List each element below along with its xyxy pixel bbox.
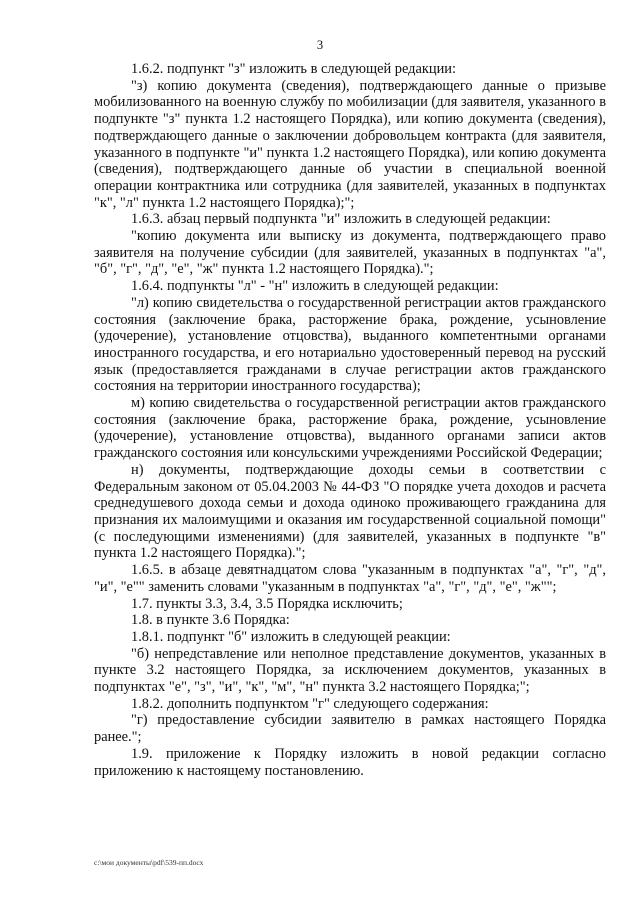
- page-number: 3: [316, 38, 324, 52]
- paragraph-subitem-z: "з) копию документа (сведения), подтверждающего данные о призыве мобилизованного на военную службу по мобилизации (для заявителя, указанного в подпункте "з" пункта 1.2 настоящего Порядка), или копию документа (сведения), подтверждающего данные о заключении добровольцем контракта (для заявителя, указанного в подпункте "и" пункта 1.2 настоящего Порядка), или копию документа (сведения), подтверждающего данные об участии в специальной военной операции контрактника или сотрудника (для заявителей, указанных в подпунктах "к", "л" пункта 1.2 настоящего Порядка);";: [94, 77, 606, 211]
- paragraph-1-7: 1.7. пункты 3.3, 3.4, 3.5 Порядка исключить;: [131, 595, 403, 612]
- paragraph-subitem-i: "копию документа или выписку из документа, подтверждающего право заявителя на получение субсидии (для заявителей, указанных в подпунктах "а", "б", "г", "д", "е", "ж" пункта 1.2 настоящего Порядка).";: [94, 228, 606, 278]
- paragraph-1-8-1: 1.8.1. подпункт "б" изложить в следующей реакции:: [131, 628, 451, 645]
- paragraph-1-8: 1.8. в пункте 3.6 Порядка:: [131, 612, 290, 629]
- paragraph-1-6-3: 1.6.3. абзац первый подпункта "и" изложить в следующей редакции:: [131, 211, 551, 228]
- paragraph-subitem-l: "л) копию свидетельства о государственной регистрации актов гражданского состояния (заключение брака, расторжение брака, рождение, усыновление (удочерение), установление отцовства), выданного компетентными органами иностранного государства, и его нотариально удостоверенный перевод на русский язык (предоставляется гражданами в случае регистрации актов гражданского состояния на территории иностранного государства);: [94, 294, 606, 395]
- paragraph-subitem-g: "г) предоставление субсидии заявителю в рамках настоящего Порядка ранее.";: [94, 712, 606, 746]
- paragraph-1-6-5: 1.6.5. в абзаце девятнадцатом слова "указанным в подпунктах "а", "г", "д", "и", "е"" заменить словами "указанным в подпунктах "а", "г", "д", "е", "ж"";: [94, 562, 606, 595]
- paragraph-1-6-4: 1.6.4. подпункты "л" - "н" изложить в следующей редакции:: [131, 278, 499, 295]
- paragraph-subitem-n: н) документы, подтверждающие доходы семьи в соответствии с Федеральным законом от 05.04.2003 № 44-ФЗ "О порядке учета доходов и расчета среднедушевого дохода семьи и дохода одиноко проживающего гражданина для признания их малоимущими и оказания им государственной социальной помощи" (с последующими изменениями) (для заявителей, указанных в подпункте "в" пункта 1.2 настоящего Порядка).";: [94, 461, 606, 562]
- paragraph-subitem-b: "б) непредставление или неполное представление документов, указанных в пункте 3.2 настоящего Порядка, за исключением документов, указанных в подпунктах "е", "з", "и", "к", "м", "н" пункта 3.2 настоящего Порядка;";: [94, 645, 606, 696]
- paragraph-1-9: 1.9. приложение к Порядку изложить в новой редакции согласно приложению к настоящему постановлению.: [94, 745, 606, 779]
- paragraph-1-8-2: 1.8.2. дополнить подпунктом "г" следующего содержания:: [131, 695, 489, 712]
- document-body: [94, 61, 606, 779]
- footer-file-path: c:\мои документы\pdf\539-пп.docx: [94, 858, 204, 867]
- paragraph-1-6-2: 1.6.2. подпункт "з" изложить в следующей редакции:: [131, 61, 456, 77]
- paragraph-subitem-m: м) копию свидетельства о государственной регистрации актов гражданского состояния (заключение брака, расторжение брака, рождение, усыновление (удочерение), установление отцовства), выданного органами записи актов гражданского состояния или консульскими учреждениями Российской Федерации;: [94, 395, 606, 462]
